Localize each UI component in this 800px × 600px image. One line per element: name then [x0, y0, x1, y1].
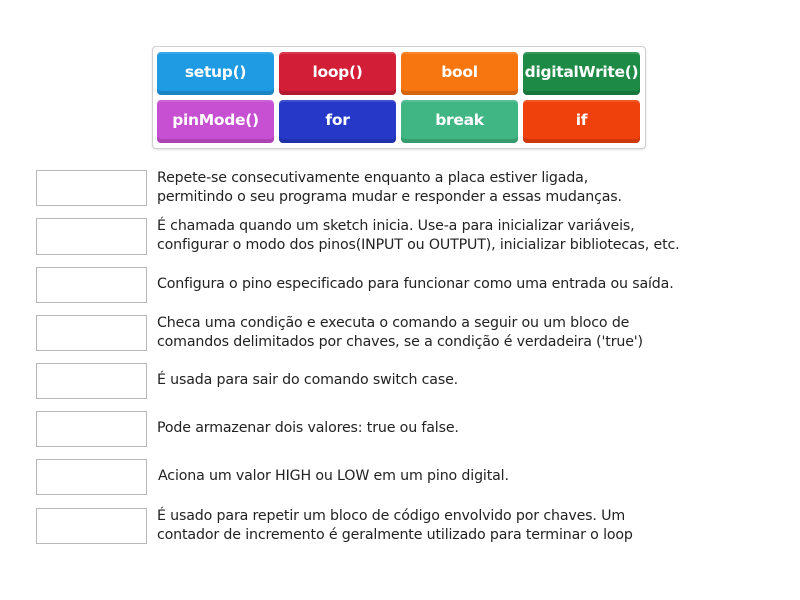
tile-if[interactable]: if — [523, 100, 640, 143]
tile-bool[interactable]: bool — [401, 52, 518, 95]
tile-break[interactable]: break — [401, 100, 518, 143]
clue-text — [157, 363, 797, 399]
match-row — [36, 363, 796, 399]
answer-drop-box[interactable] — [36, 508, 147, 544]
clue-line: Repete-se consecutivamente enquanto a placa estiver ligada, — [157, 169, 589, 186]
answer-drop-box[interactable] — [36, 267, 147, 303]
tile-for[interactable]: for — [279, 100, 396, 143]
tile-loop[interactable]: loop() — [279, 52, 396, 95]
clue-line: É chamada quando um sketch inicia. Use-a para inicializar variáveis, — [157, 217, 635, 234]
clue-text — [157, 218, 797, 254]
answer-drop-box[interactable] — [36, 363, 147, 399]
match-row — [36, 459, 796, 495]
clue-line: permitindo o seu programa mudar e responder a essas mudanças. — [157, 189, 622, 205]
tile-digitalwrite[interactable]: digitalWrite() — [523, 52, 640, 95]
tile-grid — [157, 52, 640, 143]
clue-line: comandos delimitados por chaves, se a condição é verdadeira ('true') — [157, 334, 643, 350]
clue-text — [157, 508, 797, 544]
clue-line: configurar o modo dos pinos(INPUT ou OUTPUT), inicializar bibliotecas, etc. — [157, 237, 680, 253]
clue-text — [158, 459, 798, 495]
clue-text — [157, 411, 797, 447]
match-row — [36, 411, 796, 447]
tile-setup[interactable]: setup() — [157, 52, 274, 95]
answer-drop-box[interactable] — [36, 315, 147, 351]
clue-line: É usada para sair do comando switch case. — [157, 372, 459, 389]
answer-drop-box[interactable] — [36, 411, 147, 447]
clue-line: Configura o pino especificado para funcionar como uma entrada ou saída. — [157, 276, 674, 293]
clue-text — [157, 267, 797, 303]
answer-drop-box[interactable] — [36, 170, 147, 206]
clue-text — [157, 315, 797, 351]
match-row — [36, 170, 796, 206]
clue-text — [157, 170, 797, 206]
clue-line: contador de incremento é geralmente utilizado para terminar o loop — [157, 527, 633, 543]
match-row — [36, 508, 796, 544]
match-row — [36, 315, 796, 351]
tile-tray — [152, 46, 646, 149]
clue-line: É usado para repetir um bloco de código envolvido por chaves. Um — [157, 507, 626, 524]
clue-line: Aciona um valor HIGH ou LOW em um pino digital. — [158, 468, 509, 485]
answer-drop-box[interactable] — [36, 459, 147, 495]
answer-drop-box[interactable] — [36, 218, 147, 255]
tile-pinmode[interactable]: pinMode() — [157, 100, 274, 143]
match-row — [36, 218, 796, 254]
match-row — [36, 267, 796, 303]
clue-line: Pode armazenar dois valores: true ou false. — [157, 420, 459, 437]
clue-line: Checa uma condição e executa o comando a seguir ou um bloco de — [157, 314, 630, 331]
